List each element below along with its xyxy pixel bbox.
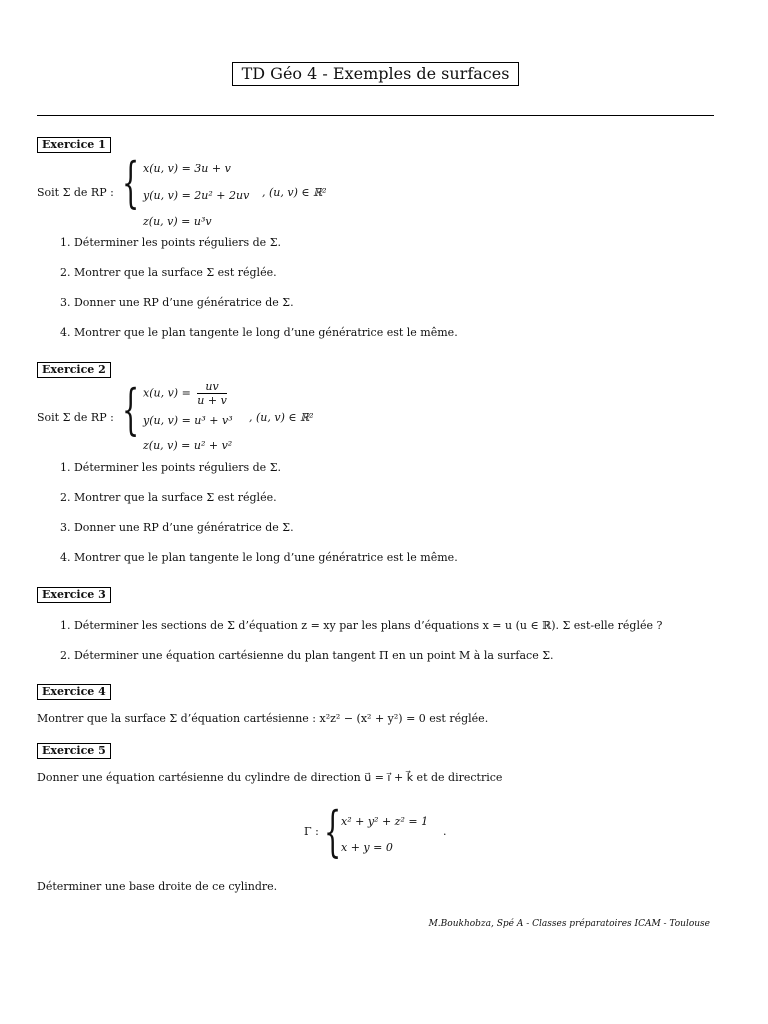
exercise-5-label: Exercice 5 [37,743,111,759]
exercise-1-eq-x: x(u, v) = 3u + v [143,162,231,175]
exercise-2-eq-y: y(u, v) = u³ + v³ [143,414,233,427]
exercise-5-period: . [443,825,447,838]
footer-credit: M.Boukhobza, Spé A - Classes préparatoires ICAM - Toulouse [428,919,710,929]
exercise-2-eq-x [143,380,227,407]
exercise-2-item-3: 3. Donner une RP d’une génératrice de Σ. [60,521,294,534]
title-rule [37,115,714,116]
exercise-4-label: Exercice 4 [37,684,111,700]
exercise-5-last: Déterminer une base droite de ce cylindre. [37,880,278,893]
exercise-4-text: Montrer que la surface Σ d’équation cartésienne : x²z² − (x² + y²) = 0 est réglée. [37,712,489,725]
exercise-2-brace: { [122,378,140,441]
exercise-3-item-1: 1. Déterminer les sections de Σ d’équation z = xy par les plans d’équations x = u (u ∈ ℝ). Σ est-elle réglée ? [60,619,663,632]
exercise-3-label: Exercice 3 [37,587,111,603]
exercise-1-item-2: 2. Montrer que la surface Σ est réglée. [60,266,277,279]
exercise-1-soit: Soit Σ de RP : [37,186,114,199]
exercise-2-eq-x-numerator: uv [197,380,227,394]
exercise-2-domain: , (u, v) ∈ ℝ² [249,411,314,424]
exercise-5-brace: { [324,800,342,863]
exercise-2-item-1: 1. Déterminer les points réguliers de Σ. [60,461,281,474]
exercise-1-eq-y: y(u, v) = 2u² + 2uv [143,189,250,202]
exercise-1-item-3: 3. Donner une RP d’une génératrice de Σ. [60,296,294,309]
exercise-2-eq-x-left: x(u, v) = [143,386,191,400]
exercise-2-eq-z: z(u, v) = u² + v² [143,439,233,452]
exercise-2-item-2: 2. Montrer que la surface Σ est réglée. [60,491,277,504]
exercise-5-eq-1: x² + y² + z² = 1 [341,815,429,828]
exercise-2-eq-x-denominator: u + v [197,394,227,407]
exercise-1-label: Exercice 1 [37,137,111,153]
exercise-1-domain: , (u, v) ∈ ℝ² [262,186,327,199]
exercise-2-item-4: 4. Montrer que le plan tangente le long d’une génératrice est le même. [60,551,458,564]
exercise-1-item-4: 4. Montrer que le plan tangente le long d’une génératrice est le même. [60,326,458,339]
exercise-5-gamma: Γ : [304,825,319,838]
page-title: TD Géo 4 - Exemples de surfaces [232,62,519,86]
exercise-3-item-2: 2. Déterminer une équation cartésienne du plan tangent Π en un point M à la surface Σ. [60,649,554,662]
exercise-1-item-1: 1. Déterminer les points réguliers de Σ. [60,236,281,249]
exercise-1-brace: { [122,151,140,214]
exercise-2-label: Exercice 2 [37,362,111,378]
exercise-1-eq-z: z(u, v) = u³v [143,215,212,228]
exercise-2-soit: Soit Σ de RP : [37,411,114,424]
exercise-5-eq-2: x + y = 0 [341,841,393,854]
exercise-5-text: Donner une équation cartésienne du cylindre de direction u⃗ = i⃗ + k⃗ et de directrice [37,771,503,784]
exercise-2-eq-x-fraction [197,380,227,407]
